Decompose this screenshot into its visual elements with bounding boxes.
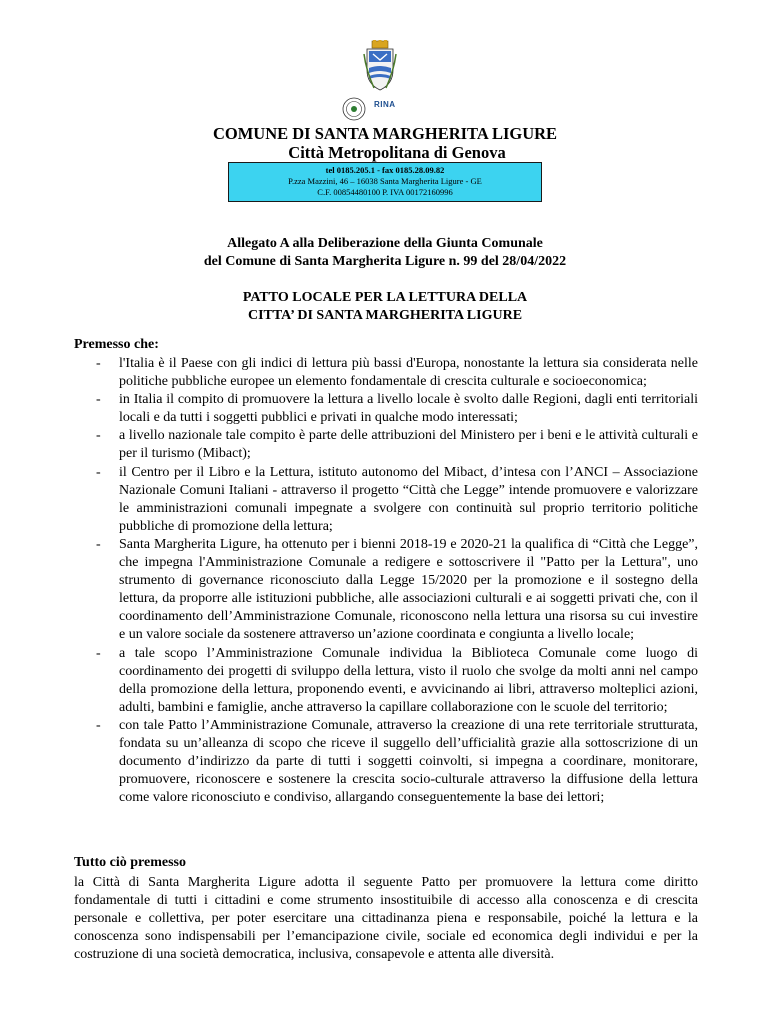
rina-certification-icon [340, 96, 370, 122]
list-item: - il Centro per il Libro e la Lettura, istituto autonomo del Mibact, d’intesa con l’ANCI – Associazione Nazionale Comuni Italiani - attraverso il progetto “Città che Legge” intende promuovere e valorizzare le amministrazioni comunali impegnate a svolgere con continuità sul proprio territorio politiche pubbliche di promozione della lettura; [96, 464, 698, 534]
list-item-text: l'Italia è il Paese con gli indici di lettura più bassi d'Europa, nonostante la lettura sia considerata nelle politiche pubbliche europee un elemento fondamentale di crescita culturale e socioeconomica; [119, 356, 698, 390]
municipal-coat-of-arms-icon [363, 40, 397, 92]
list-item: - a tale scopo l’Amministrazione Comunale individua la Biblioteca Comunale come luogo di coordinamento dei progetti di sviluppo della lettura, visto il ruolo che svolge da molti anni nel campo della promozione della lettura, proponendo eventi, e avvicinando ai libri, attraverso molteplici azioni, adulti, bambini e famiglie, anche attraverso la capillare collaborazione con le scuole del territorio; [96, 645, 698, 715]
contact-address: P.zza Mazzini, 46 – 16038 Santa Margherita Ligure - GE [288, 176, 482, 186]
list-item: - Santa Margherita Ligure, ha ottenuto per i bienni 2018-19 e 2020-21 la qualifica di “Città che Legge”, che impegna l'Amministrazione Comunale a redigere e sottoscrivere il "Patto per la Lettura", uno strumento di governance riconosciuto dalla Legge 15/2020 per la promozione e il sostegno della lettura, da proporre alle istituzioni pubbliche, alle associazioni culturali e ai soggetti privati che, con il coordinamento dell’Amministrazione Comunale, riconoscono nella lettura una risorsa su cui investire e un valore sociale da sostenere attraverso un’azione coordinata e congiunta a livello locale; [96, 536, 698, 643]
list-item: - l'Italia è il Paese con gli indici di lettura più bassi d'Europa, nonostante la lettura sia considerata nelle politiche pubbliche europee un elemento fondamentale di crescita culturale e socioeconomica; [96, 356, 698, 390]
list-item: - con tale Patto l’Amministrazione Comunale, attraverso la creazione di una rete territoriale strutturata, fondata su un’alleanza di scopo che riceve il suggello dell’ufficialità grazie alla sottoscrizione di un documento d’indirizzo da parte di tutti i soggetti coinvolti, si impegna a coordinare, monitorare, promuovere, riconoscere e sostenere la crescita socio-culturale attraverso la diffusione della lettura come valore riconosciuto e condiviso, allargando conseguentemente la base dei lettori; [96, 717, 698, 806]
premises-list [74, 355, 698, 807]
contact-tax-ids: C.F. 00854480100 P. IVA 00172160996 [317, 187, 453, 197]
pact-title-line-2: CITTA’ DI SANTA MARGHERITA LIGURE [247, 308, 523, 323]
premises-heading: Premesso che: [74, 337, 159, 352]
list-item-text: a livello nazionale tale compito è parte delle attribuzioni del Ministero per i beni e le attività culturali e per il turismo (Mibact); [119, 428, 698, 462]
pact-title-line-1: PATTO LOCALE PER LA LETTURA DELLA [242, 290, 528, 305]
list-item: - in Italia il compito di promuovere la lettura a livello locale è svolto dalle Regioni, dagli enti territoriali locali e da tutti i soggetti pubblici e privati in qualche modo interessati; [96, 392, 698, 426]
list-item-text: Santa Margherita Ligure, ha ottenuto per i bienni 2018-19 e 2020-21 la qualifica di “Città che Legge”, che impegna l'Amministrazione Comunale a redigere e sottoscrivere il "Patto per la Lettura", uno strumento di governance riconosciuto dalla Legge 15/2020 per la promozione e il sostegno della lettura, da proporre alle istituzioni pubbliche, alle associazioni culturali e ai soggetti privati che, con il coordinamento dell’Amministrazione Comunale, riconoscono nella lettura una risorsa su cui investire e un valore sociale da sostenere attraverso un’azione coordinata e congiunta a livello locale; [119, 536, 698, 643]
pact-title [0, 289, 770, 325]
closing-heading: Tutto ciò premesso [74, 855, 186, 870]
closing-paragraph: la Città di Santa Margherita Ligure adotta il seguente Patto per promuovere la lettura come diritto fondamentale di tutti i cittadini e come strumento insostituibile di accesso alla conoscenza e di crescita personale e collettiva, per poter esercitare una cittadinanza piena e responsabile, poiché la lettura e la conoscenza sono indispensabili per l’emancipazione civile, sociale ed economica degli individui e per la costruzione di una società democratica, inclusiva, consapevole e attenta alle diversità. [74, 875, 698, 963]
list-item-text: a tale scopo l’Amministrazione Comunale individua la Biblioteca Comunale come luogo di coordinamento dei progetti di sviluppo della lettura, visto il ruolo che svolge da molti anni nel campo della promozione della lettura, proponendo eventi, e avvicinando ai libri, attraverso molteplici azioni, adulti, bambini e famiglie, anche attraverso la capillare collaborazione con le scuole del territorio; [119, 645, 698, 715]
list-item-text: il Centro per il Libro e la Lettura, istituto autonomo del Mibact, d’intesa con l’ANCI – Associazione Nazionale Comuni Italiani - attraverso il progetto “Città che Legge” intende promuovere e valorizzare le amministrazioni comunali impegnate a svolgere con continuità sul proprio territorio politiche pubbliche di promozione della lettura; [119, 464, 698, 534]
org-name: COMUNE DI SANTA MARGHERITA LIGURE [212, 124, 558, 143]
annex-line-2: del Comune di Santa Margherita Ligure n. 99 del 28/04/2022 [203, 254, 567, 269]
annex-line-1: Allegato A alla Deliberazione della Giunta Comunale [227, 236, 543, 251]
rina-certification-logo [340, 96, 432, 122]
list-item-text: in Italia il compito di promuovere la lettura a livello locale è svolto dalle Regioni, dagli enti territoriali locali e da tutti i soggetti pubblici e privati in qualche modo interessati; [119, 392, 698, 426]
rina-logo-text: RINA [374, 100, 396, 109]
contact-phone-fax: tel 0185.205.1 - fax 0185.28.09.82 [325, 165, 445, 175]
list-item-text: con tale Patto l’Amministrazione Comunale, attraverso la creazione di una rete territoriale strutturata, fondata su un’alleanza di scopo che riceve il suggello dell’ufficialità grazie alla sottoscrizione di un documento d’indirizzo da parte di tutti i soggetti coinvolti, si impegna a coordinare, monitorare, promuovere, riconoscere e sostenere la crescita socio-culturale attraverso la diffusione della lettura come valore riconosciuto e condiviso, allargando conseguentemente la base dei lettori; [119, 717, 698, 806]
annex-heading [0, 235, 770, 271]
list-item: - a livello nazionale tale compito è parte delle attribuzioni del Ministero per i beni e le attività culturali e per il turismo (Mibact); [96, 428, 698, 462]
contact-box [228, 162, 542, 202]
org-subtitle: Città Metropolitana di Genova [288, 143, 506, 162]
